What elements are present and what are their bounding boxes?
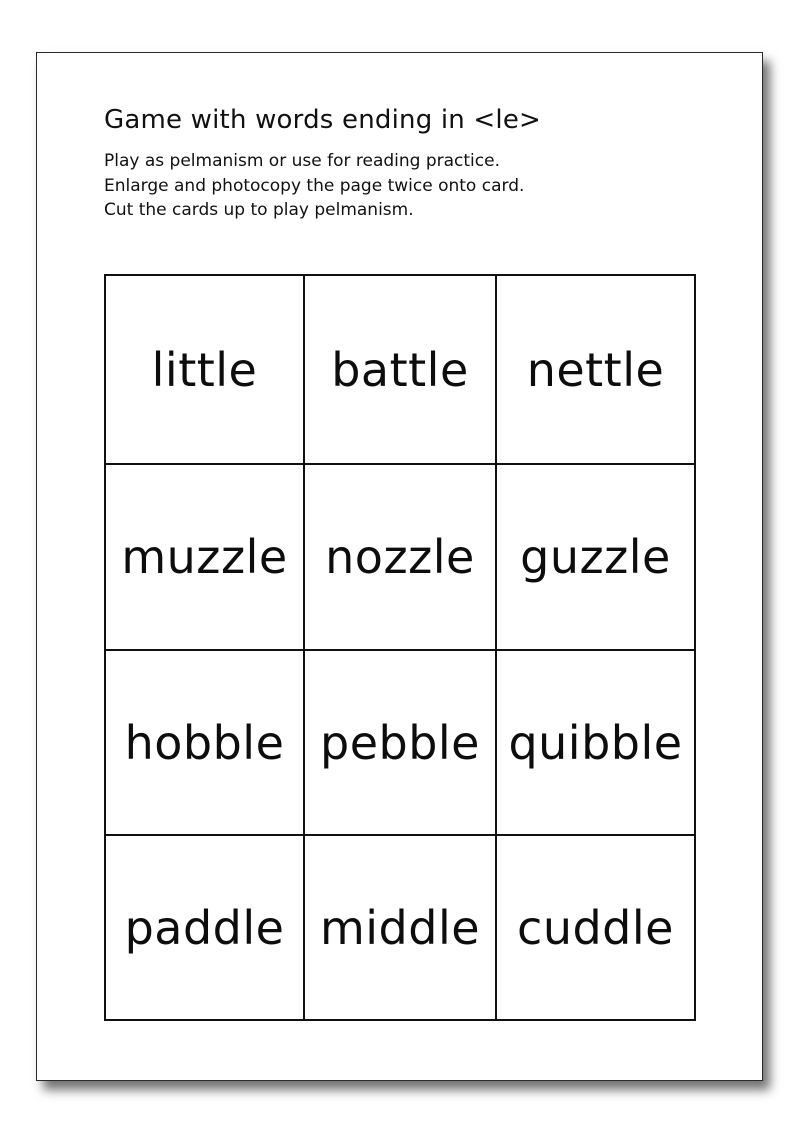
card-word: nozzle (325, 530, 475, 584)
word-card-little[interactable] (106, 276, 305, 465)
word-card-nettle[interactable] (497, 276, 696, 465)
worksheet-page (36, 52, 763, 1081)
worksheet-title: Game with words ending in <le> (104, 105, 542, 135)
card-word: hobble (124, 715, 285, 770)
word-card-hobble[interactable] (106, 651, 305, 836)
card-word: middle (319, 900, 481, 955)
card-word: pebble (320, 715, 480, 770)
word-card-paddle[interactable] (106, 836, 305, 1021)
word-card-middle[interactable] (305, 836, 497, 1021)
instruction-line: Play as pelmanism or use for reading practice. (104, 151, 500, 171)
card-word: guzzle (520, 530, 671, 584)
card-word: cuddle (517, 900, 674, 955)
card-word: muzzle (121, 530, 288, 584)
word-card-pebble[interactable] (305, 651, 497, 836)
word-card-nozzle[interactable] (305, 465, 497, 651)
word-card-muzzle[interactable] (106, 465, 305, 651)
card-word: little (151, 342, 258, 397)
word-card-battle[interactable] (305, 276, 497, 465)
word-card-guzzle[interactable] (497, 465, 696, 651)
card-word: nettle (526, 342, 665, 397)
card-word: paddle (124, 900, 285, 955)
word-card-grid (104, 274, 696, 1021)
instruction-line: Cut the cards up to play pelmanism. (104, 200, 414, 220)
word-card-cuddle[interactable] (497, 836, 696, 1021)
instructions-list (104, 149, 524, 223)
card-word: battle (331, 342, 469, 397)
card-word: quibble (508, 715, 683, 770)
instruction-line: Enlarge and photocopy the page twice onto card. (104, 175, 525, 196)
word-card-quibble[interactable] (497, 651, 696, 836)
